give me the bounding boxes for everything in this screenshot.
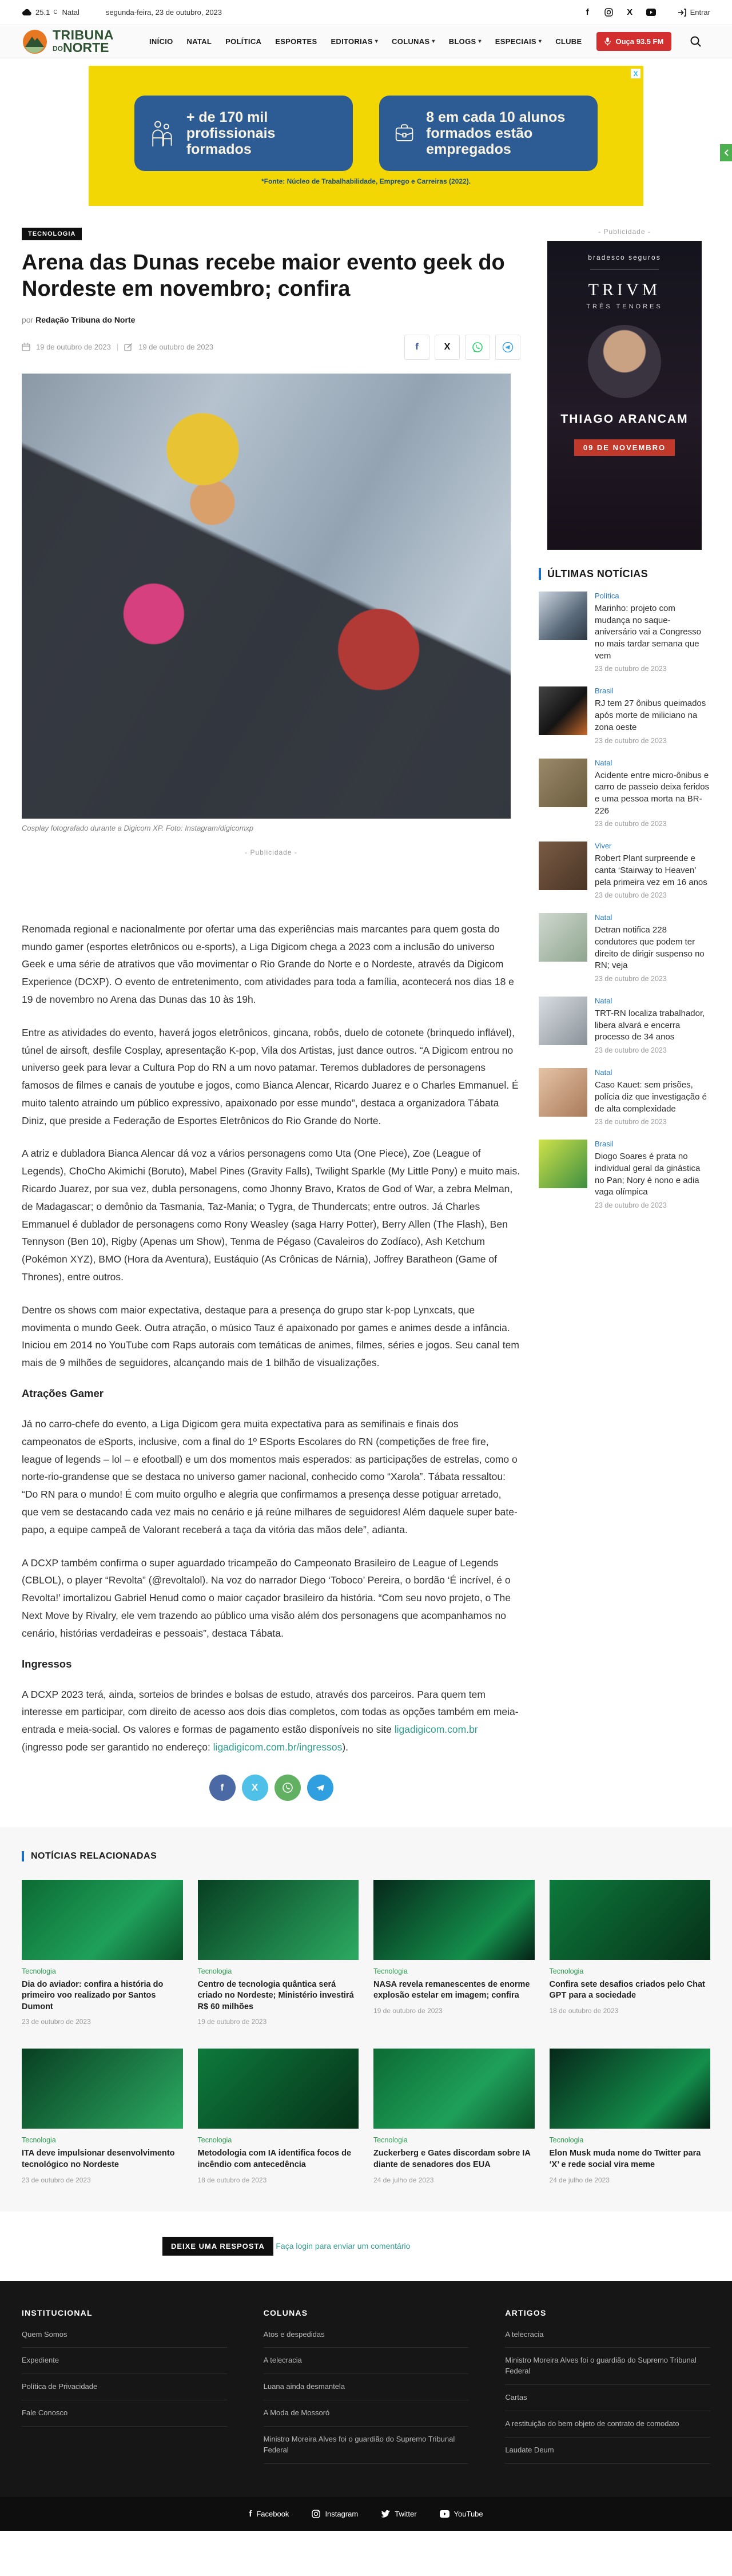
paragraph: Já no carro-chefe do evento, a Liga Digicom gera muita expectativa para as semifinais e finais dos campeonatos de eSports, inclusive, com a final do 1º ESports Escolares do RN (competições de free fire, league of legends – lol – e efootball) e um dos momentos mais esperados: as participações de estrelas, como o norte-rio-grandense que se destaca no universo gamer nacional, conhecido como “Xarola”. Tábata ressaltou: “Do RN para o mundo! É com muito orgulho e alegria que confirmamos a presença desse potiguar arretado, que vem se destacando cada vez mais no cenário e já reúne milhares de seguidores! Além daquele super bate-papo, a equipe campeã de Valorant receberá a taça da vitória das mãos dele”, adianta. bbox=[22, 1418, 518, 1535]
related-thumbnail bbox=[198, 2049, 359, 2129]
nav-blogs[interactable]: BLOGS ▾ bbox=[448, 37, 482, 46]
ad-stat-employed bbox=[379, 96, 598, 171]
topbar bbox=[0, 0, 732, 25]
related-category[interactable]: Tecnologia bbox=[549, 2136, 584, 2145]
search-button[interactable] bbox=[687, 33, 704, 50]
footer-link[interactable]: A telecracia bbox=[505, 2322, 710, 2348]
related-thumbnail bbox=[373, 1880, 535, 1960]
news-thumbnail bbox=[539, 686, 587, 735]
temperature-value: 25.1 bbox=[35, 8, 50, 17]
ad-stats bbox=[134, 96, 598, 171]
footer-link[interactable]: Ministro Moreira Alves foi o guardião do Supremo Tribunal Federal bbox=[505, 2348, 710, 2385]
related-category[interactable]: Tecnologia bbox=[373, 1967, 408, 1975]
telegram-icon bbox=[315, 1783, 326, 1793]
footer-column-title: COLUNAS bbox=[263, 2308, 308, 2317]
share-whatsapp-button[interactable] bbox=[274, 1775, 301, 1801]
microphone-icon bbox=[604, 37, 611, 46]
ad-artist-name: THIAGO ARANCAM bbox=[560, 412, 689, 426]
related-date: 18 de outubro de 2023 bbox=[197, 2176, 267, 2184]
footer-link[interactable]: Ministro Moreira Alves foi o guardião do Supremo Tribunal Federal bbox=[264, 2427, 469, 2464]
footer-link-quem-somos[interactable]: Quem Somos bbox=[22, 2322, 227, 2348]
share-telegram-button[interactable] bbox=[495, 335, 520, 360]
paragraph: A DCXP também confirma o super aguardado tricampeão do Campeonato Brasileiro de League of Legends (CBLOL), o player “Revolta” (@revoltalol). Na voz do narrador Diego ‘Toboco’ Pereira, o bordão ‘É incrível, é o Revolta!’ imortalizou Gabriel Henud como o maior caçador brasileiro da história. “Com seu novo projeto, o The Next Move by Rivalry, ele vem trazendo ao público uma visão além dos personagens que acompanhamos no cenário, histórias verdadeiras e pessoais”, destaca Tábata. bbox=[22, 1557, 511, 1639]
instagram-icon bbox=[312, 2510, 320, 2518]
chevron-down-icon: ▾ bbox=[375, 38, 379, 45]
news-thumbnail bbox=[539, 759, 587, 807]
weather-widget bbox=[22, 8, 79, 17]
inline-ad-slot bbox=[22, 856, 520, 920]
list-item[interactable] bbox=[539, 686, 710, 744]
edit-icon bbox=[124, 343, 133, 351]
ad-close-button[interactable]: X bbox=[631, 69, 640, 78]
current-date: segunda-feira, 23 de outubro, 2023 bbox=[105, 8, 222, 17]
chevron-down-icon: ▾ bbox=[432, 38, 435, 45]
news-title[interactable]: Caso Kauet: sem prisões, polícia diz que investigação é de alta complexidade bbox=[595, 1080, 707, 1114]
share-buttons-top bbox=[404, 335, 520, 360]
byline-prefix: por bbox=[22, 315, 34, 324]
paragraph: Entre as atividades do evento, haverá jogos eletrônicos, gincana, robôs, duelo de cotonete (brinquedo inflável), túnel de airsoft, desfile Cosplay, apresentação K-pop, Vila dos Artistas, just dance outros. “A Digicom entrou no universo geek para levar a Cultura Pop do RN a um novo patamar. Teremos dubladores de personagens famosos de filmes e canais de youtube e jogos, como Bianca Alencar, Ricardo Juarez e o Charles Emmanuel. É muito talento atraindo um público expressivo, apaixonado por esse mundo”, destaca a organizadora Tábata Diniz, que preside a Federação de Esportes Eletrônicos do Rio Grande do Norte. bbox=[22, 1026, 519, 1126]
news-title[interactable]: Robert Plant surpreende e canta ‘Stairway to Heaven’ pela primeira vez em 16 anos bbox=[595, 854, 707, 887]
ad-show-date: 09 DE NOVEMBRO bbox=[574, 439, 675, 456]
footer-link[interactable]: Cartas bbox=[505, 2385, 710, 2411]
article-column bbox=[22, 228, 520, 1827]
footer-facebook-link[interactable]: f Facebook bbox=[249, 2508, 289, 2519]
footer-youtube-link[interactable]: YouTube bbox=[440, 2510, 483, 2518]
topbar-right bbox=[583, 7, 710, 17]
news-category[interactable]: Natal bbox=[595, 997, 612, 1006]
whatsapp-icon bbox=[472, 342, 483, 353]
list-item[interactable] bbox=[539, 759, 710, 828]
share-facebook-button[interactable]: f bbox=[209, 1775, 236, 1801]
paragraph: A atriz e dubladora Bianca Alencar dá voz a vários personagens como Uta (One Piece), Zoe (League of Legends), ChoCho Akimichi (Boruto), Mabel Pines (Gravity Falls), Twilight Sparkle (My Little Pony) e muito mais. Ricardo Juarez, por sua vez, dubla personagens, como Jhonny Bravo, Kratos de God of War, a zebra Melman, de Madagascar; o demônio da Tasmania, Taz-Mania; o Tygra, de Thundercats; entre outros. Já Charles Emmanuel é dublador de personagens como Rony Weasley (saga Harry Potter), Berry Allen (The Flash), Ben Tennyson (Ben 10), Rigby (Apenas um Show), Tenma de Pégaso (Cavaleiros do Zodíaco), Ash Ketchum (Pokémon XYZ), BMO (Hora da Aventura), Eustáquio (As Crônicas de Nárnia), Joffrey Baratheon (Game of Thrones), entre outros. bbox=[22, 1148, 520, 1283]
meta-row bbox=[22, 335, 520, 360]
sidebar bbox=[539, 228, 710, 1827]
related-title[interactable]: Confira sete desafios criados pelo Chat GPT para a sociedade bbox=[549, 1979, 705, 2001]
ad-brand: bradesco seguros bbox=[588, 253, 661, 261]
share-facebook-button[interactable]: f bbox=[404, 335, 429, 360]
top-ad-area bbox=[0, 58, 732, 206]
temperature-unit: C bbox=[53, 9, 58, 15]
latest-news-title: ÚLTIMAS NOTÍCIAS bbox=[539, 568, 710, 580]
footer-link[interactable]: A Moda de Mossoró bbox=[264, 2400, 469, 2427]
related-date: 23 de outubro de 2023 bbox=[22, 2018, 91, 2026]
youtube-icon[interactable] bbox=[646, 7, 656, 17]
related-card[interactable] bbox=[22, 2049, 183, 2184]
related-category[interactable]: Tecnologia bbox=[22, 1967, 56, 1975]
ad-stat2-text: 8 em cada 10 alunos formados estão empregados bbox=[426, 109, 566, 157]
footer-social-bar bbox=[0, 2497, 732, 2531]
telegram-icon bbox=[502, 342, 514, 352]
related-card[interactable] bbox=[550, 2049, 711, 2184]
nav-especiais[interactable]: ESPECIAIS ▾ bbox=[495, 37, 542, 46]
updated-date: 19 de outubro de 2023 bbox=[138, 343, 214, 352]
nav-editorias[interactable]: EDITORIAS ▾ bbox=[331, 37, 379, 46]
twitter-icon bbox=[381, 2510, 390, 2518]
chevron-down-icon: ▾ bbox=[538, 38, 542, 45]
paragraph: Renomada regional e nacionalmente por ofertar uma das experiências mais marcantes para quem gosta do mundo gamer (esportes eletrônicos ou e-sports), a Liga Digicom chega a 2023 com a inclusão do universo Geek e uma série de atrativos que vão movimentar o Rio Grande do Norte e o Nordeste, através da Digicom Experience (DCXP). O evento de entretenimento, com atividades para toda a família, acontecerá nos dias 18 e 19 de novembro no Arena das Dunas das 10 às 19h. bbox=[22, 923, 514, 1005]
list-item[interactable] bbox=[539, 913, 710, 983]
related-card[interactable] bbox=[550, 1880, 711, 2026]
related-card[interactable] bbox=[373, 1880, 535, 2026]
nav-natal[interactable]: NATAL bbox=[186, 37, 212, 46]
news-title[interactable]: Diogo Soares é prata no individual geral da ginástica no Pan; Nory é nono e adia vaga olímpica bbox=[595, 1152, 701, 1197]
footer-link[interactable]: A telecracia bbox=[264, 2348, 469, 2374]
list-item[interactable] bbox=[539, 592, 710, 673]
ad-stat1-text: + de 170 mil profissionais formados bbox=[186, 109, 276, 157]
news-date: 23 de outubro de 2023 bbox=[595, 820, 667, 828]
footer-link-fale-conosco[interactable]: Fale Conosco bbox=[22, 2400, 227, 2427]
related-category[interactable]: Tecnologia bbox=[22, 2136, 56, 2145]
footer-twitter-link[interactable]: Twitter bbox=[381, 2510, 416, 2518]
related-date: 24 de julho de 2023 bbox=[549, 2176, 610, 2184]
related-category[interactable]: Tecnologia bbox=[197, 2136, 232, 2145]
article-body bbox=[22, 920, 520, 1756]
radio-listen-button[interactable] bbox=[596, 32, 671, 51]
article-title: Arena das Dunas recebe maior evento geek do Nordeste em novembro; confira bbox=[22, 251, 505, 301]
share-buttons-bottom bbox=[22, 1775, 520, 1801]
news-category[interactable]: Natal bbox=[595, 1068, 612, 1077]
comment-section-title: DEIXE UMA RESPOSTA bbox=[162, 2237, 273, 2256]
news-date: 23 de outubro de 2023 bbox=[595, 665, 667, 673]
byline-author[interactable]: Redação Tribuna do Norte bbox=[35, 315, 136, 324]
news-thumbnail bbox=[539, 913, 587, 962]
news-date: 23 de outubro de 2023 bbox=[595, 1046, 667, 1055]
related-news-grid bbox=[22, 1880, 710, 2184]
related-news-section bbox=[0, 1827, 732, 2212]
byline bbox=[22, 315, 520, 324]
related-title[interactable]: Centro de tecnologia quântica será criado no Nordeste; Ministério investirá R$ 60 milhões bbox=[197, 1979, 354, 2011]
paragraph: A DCXP 2023 terá, ainda, sorteios de brindes e bolsas de estudo, através dos parceiros. Para quem tem interesse em participar, com direito de acesso aos dois dias completos, com todas as opções também em meia-entrada e meia-social. Os valores e formas de pagamento estão disponíveis no site ligadigicom.com.br (ingresso pode ser garantido no endereço: ligadigicom.com.br/ingressos). bbox=[22, 1688, 519, 1753]
footer-link-privacidade[interactable]: Política de Privacidade bbox=[22, 2374, 227, 2400]
news-category[interactable]: Brasil bbox=[595, 686, 614, 696]
related-date: 23 de outubro de 2023 bbox=[22, 2176, 91, 2184]
related-date: 24 de julho de 2023 bbox=[373, 2176, 434, 2184]
list-item[interactable] bbox=[539, 1068, 710, 1126]
nav-clube[interactable]: CLUBE bbox=[555, 37, 582, 46]
related-date: 19 de outubro de 2023 bbox=[197, 2018, 267, 2026]
nav-esportes[interactable]: ESPORTES bbox=[275, 37, 317, 46]
news-title[interactable]: TRT-RN localiza trabalhador, libera alvará e encerra processo de 34 anos bbox=[595, 1009, 705, 1042]
news-date: 23 de outubro de 2023 bbox=[595, 891, 667, 900]
related-thumbnail bbox=[22, 1880, 183, 1960]
news-title[interactable]: Acidente entre micro-ônibus e carro de passeio deixa feridos e uma pessoa morta na BR-226 bbox=[595, 770, 710, 816]
related-card[interactable] bbox=[198, 2049, 359, 2184]
content bbox=[0, 228, 732, 1827]
related-title[interactable]: ITA deve impulsionar desenvolvimento tecnológico no Nordeste bbox=[22, 2149, 175, 2170]
whatsapp-icon bbox=[282, 1782, 293, 1793]
article-hero-image bbox=[22, 374, 511, 819]
comment-login-link[interactable]: Faça login para enviar um comentário bbox=[276, 2241, 411, 2250]
footer-link-expediente[interactable]: Expediente bbox=[22, 2348, 227, 2374]
list-item[interactable] bbox=[539, 842, 710, 899]
news-category[interactable]: Política bbox=[595, 592, 619, 600]
related-thumbnail bbox=[550, 1880, 711, 1960]
logo-text bbox=[53, 29, 114, 54]
paragraph: Dentre os shows com maior expectativa, destaque para a presença do grupo star k-pop Lynxcats, que movimenta o mundo Geek. Outra atração, o músico Tauz é apaixonado por games e animes desde a infância. Iniciou em 2014 no YouTube com Raps autorais com temáticas de animes, filmes, séries e jogos. Seu canal tem mais de 9 milhões de seguidores, alcançando mais de 1 bilhão de visualizações. bbox=[22, 1304, 519, 1369]
facebook-icon: f bbox=[249, 2508, 252, 2519]
related-date: 18 de outubro de 2023 bbox=[549, 2006, 619, 2015]
sidebar-ad-poster[interactable] bbox=[547, 241, 702, 550]
related-news-title: NOTÍCIAS RELACIONADAS bbox=[22, 1851, 710, 1861]
category-badge[interactable]: TECNOLOGIA bbox=[22, 228, 82, 240]
share-x-button[interactable]: X bbox=[435, 335, 460, 360]
briefcase-icon bbox=[394, 113, 415, 154]
ad-source-note: *Fonte: Núcleo de Trabalhabilidade, Emprego e Carreiras (2022). bbox=[261, 177, 471, 185]
footer-institucional bbox=[22, 2308, 227, 2464]
news-title[interactable]: Marinho: projeto com mudança no saque-aniversário vai a Congresso no mais tardar semana que vem bbox=[595, 604, 701, 661]
ticket-site-link[interactable]: ligadigicom.com.br bbox=[394, 1724, 478, 1736]
related-date: 19 de outubro de 2023 bbox=[373, 2006, 443, 2015]
related-title[interactable]: Dia do aviador: confira a história do primeiro voo realizado por Santos Dumont bbox=[22, 1979, 164, 2011]
footer-column-title: INSTITUCIONAL bbox=[22, 2308, 93, 2317]
related-card[interactable] bbox=[198, 1880, 359, 2026]
news-date: 23 de outubro de 2023 bbox=[595, 1201, 667, 1209]
related-thumbnail bbox=[550, 2049, 711, 2129]
section-heading-ingressos: Ingressos bbox=[22, 1657, 72, 1670]
news-title[interactable]: Detran notifica 228 condutores que podem ter direito de dirigir suspenso no RN; veja bbox=[595, 925, 705, 971]
inline-ad-label: - Publicidade - bbox=[245, 848, 297, 856]
ad-stat-graduates bbox=[134, 96, 353, 171]
calendar-icon bbox=[22, 343, 30, 351]
cloud-icon bbox=[22, 9, 32, 16]
share-whatsapp-button[interactable] bbox=[465, 335, 490, 360]
login-button[interactable] bbox=[678, 8, 710, 17]
list-item[interactable] bbox=[539, 1140, 710, 1209]
news-category[interactable]: Brasil bbox=[595, 1140, 614, 1149]
share-telegram-button[interactable] bbox=[307, 1775, 333, 1801]
logo-line1: TRIBUNA bbox=[53, 27, 114, 42]
chevron-left-icon bbox=[724, 149, 729, 156]
news-category[interactable]: Viver bbox=[595, 842, 612, 851]
date-separator: | bbox=[116, 343, 119, 352]
main-nav bbox=[149, 37, 582, 46]
footer-link[interactable]: Luana ainda desmantela bbox=[264, 2374, 469, 2400]
radio-listen-label: Ouça 93.5 FM bbox=[615, 37, 664, 46]
related-card[interactable] bbox=[22, 1880, 183, 2026]
youtube-icon bbox=[440, 2510, 449, 2518]
related-title[interactable]: NASA revela remanescentes de enorme explosão estelar em imagem; confira bbox=[373, 1979, 530, 2001]
site-header bbox=[0, 25, 732, 58]
top-ad-banner[interactable] bbox=[89, 66, 643, 206]
footer-link[interactable]: A restituição do bem objeto de contrato de comodato bbox=[505, 2411, 710, 2438]
news-date: 23 de outubro de 2023 bbox=[595, 1118, 667, 1126]
news-category[interactable]: Natal bbox=[595, 758, 612, 767]
weather-city: Natal bbox=[62, 8, 79, 17]
news-thumbnail bbox=[539, 592, 587, 640]
scroll-top-button[interactable] bbox=[720, 144, 732, 161]
related-category[interactable]: Tecnologia bbox=[197, 1967, 232, 1975]
related-category[interactable]: Tecnologia bbox=[373, 2136, 408, 2145]
footer-link[interactable]: Laudate Deum bbox=[505, 2438, 710, 2464]
facebook-icon[interactable]: f bbox=[586, 7, 589, 17]
related-title[interactable]: Metodologia com IA identifica focos de incêndio com antecedência bbox=[197, 2149, 352, 2170]
footer-instagram-link[interactable]: Instagram bbox=[312, 2510, 358, 2518]
ticket-purchase-link[interactable]: ligadigicom.com.br/ingressos bbox=[213, 1741, 343, 1753]
related-card[interactable] bbox=[373, 2049, 535, 2184]
nav-politica[interactable]: POLÍTICA bbox=[225, 37, 262, 46]
ad-show-subtitle: TRÊS TENORES bbox=[586, 303, 663, 310]
footer-artigos bbox=[505, 2308, 710, 2464]
related-category[interactable]: Tecnologia bbox=[549, 1967, 584, 1975]
footer-colunas bbox=[264, 2308, 469, 2464]
login-label: Entrar bbox=[690, 8, 710, 17]
list-item[interactable] bbox=[539, 997, 710, 1054]
news-title[interactable]: RJ tem 27 ônibus queimados após morte de miliciano na zona oeste bbox=[595, 698, 706, 732]
footer-link[interactable]: Atos e despedidas bbox=[264, 2322, 469, 2348]
ad-artist-photo bbox=[588, 325, 661, 398]
share-x-button[interactable]: X bbox=[242, 1775, 268, 1801]
article-dates bbox=[22, 343, 213, 351]
logo-icon bbox=[22, 29, 48, 55]
news-thumbnail bbox=[539, 997, 587, 1045]
related-title[interactable]: Zuckerberg e Gates discordam sobre IA diante de senadores dos EUA bbox=[373, 2149, 531, 2170]
published-date: 19 de outubro de 2023 bbox=[36, 343, 111, 352]
section-heading-gamer: Atrações Gamer bbox=[22, 1387, 104, 1400]
sidebar-ad-label: - Publicidade - bbox=[598, 228, 651, 236]
login-icon bbox=[678, 9, 686, 17]
people-icon bbox=[149, 111, 175, 156]
search-icon bbox=[690, 35, 702, 47]
nav-inicio[interactable]: INÍCIO bbox=[149, 37, 173, 46]
x-twitter-icon[interactable]: X bbox=[627, 7, 633, 17]
divider bbox=[590, 269, 659, 270]
footer-column-title: ARTIGOS bbox=[505, 2308, 547, 2317]
chevron-down-icon: ▾ bbox=[478, 38, 482, 45]
image-caption: Cosplay fotografado durante a Digicom XP. Foto: Instagram/digicomxp bbox=[22, 823, 254, 832]
logo-do: DO bbox=[53, 44, 63, 53]
news-thumbnail bbox=[539, 1140, 587, 1188]
news-date: 23 de outubro de 2023 bbox=[595, 975, 667, 983]
news-thumbnail bbox=[539, 1068, 587, 1117]
nav-colunas[interactable]: COLUNAS ▾ bbox=[392, 37, 435, 46]
footer bbox=[0, 2281, 732, 2497]
news-category[interactable]: Natal bbox=[595, 913, 612, 922]
logo-line2 bbox=[53, 39, 114, 55]
related-thumbnail bbox=[22, 2049, 183, 2129]
site-logo[interactable] bbox=[22, 29, 114, 55]
related-title[interactable]: Elon Musk muda nome do Twitter para ‘X’ e rede social vira meme bbox=[549, 2149, 701, 2170]
comment-section bbox=[0, 2212, 732, 2281]
news-date: 23 de outubro de 2023 bbox=[595, 736, 667, 745]
related-thumbnail bbox=[373, 2049, 535, 2129]
logo-norte: NORTE bbox=[63, 39, 109, 55]
ad-show-title: TRIVM bbox=[588, 280, 661, 299]
related-thumbnail bbox=[198, 1880, 359, 1960]
instagram-icon[interactable] bbox=[604, 7, 614, 17]
news-thumbnail bbox=[539, 842, 587, 890]
